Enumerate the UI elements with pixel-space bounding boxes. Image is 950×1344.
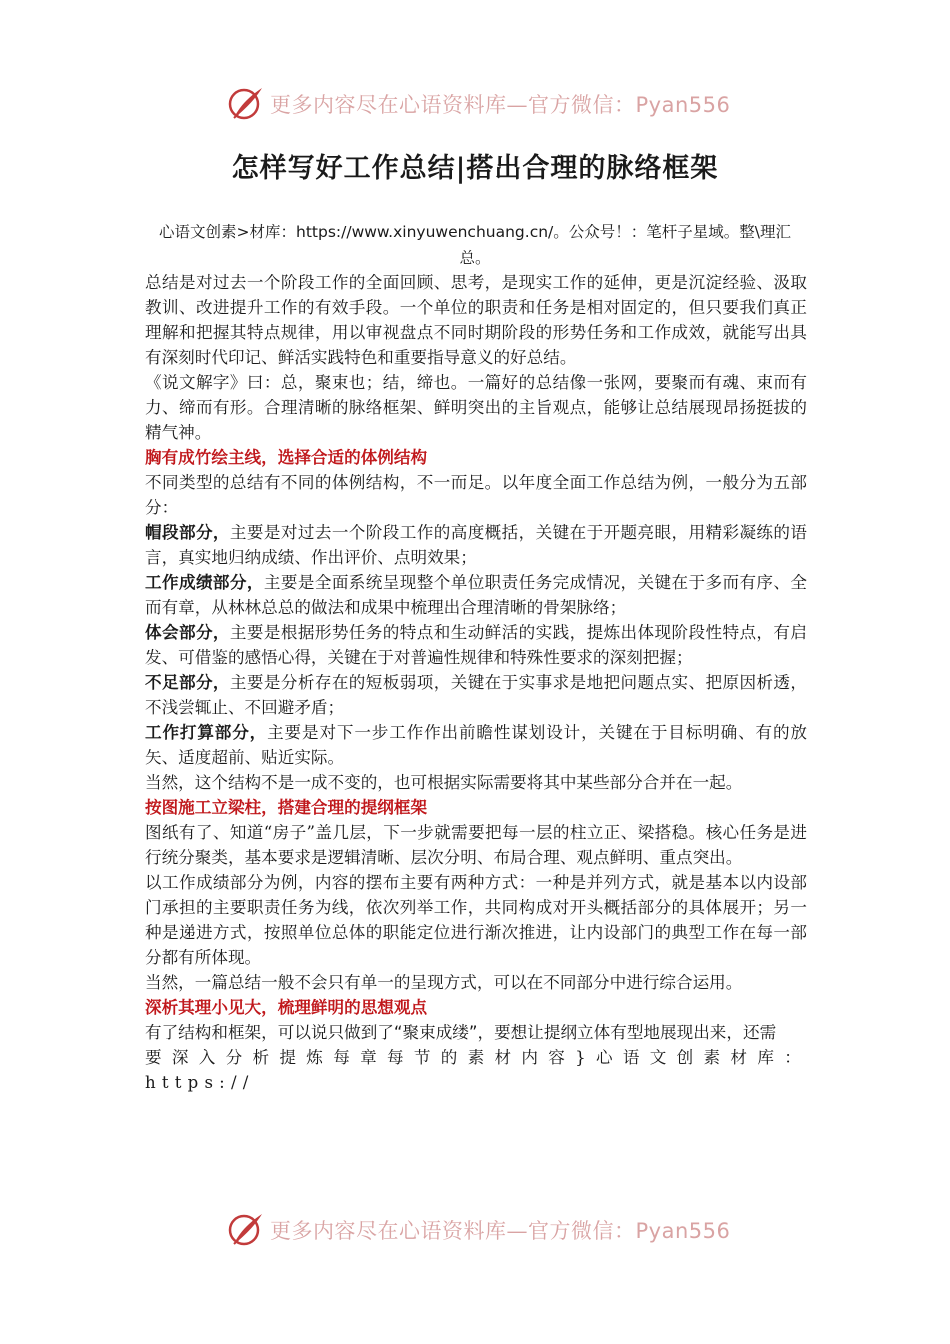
paragraph: 当然，一篇总结一般不会只有单一的呈现方式，可以在不同部分中进行综合运用。 [145,973,743,992]
quill-logo-icon [226,84,266,124]
section-heading: 深析其理小见大，梳理鲜明的思想观点 [145,998,428,1017]
header-banner [226,84,731,124]
paragraph: 体会部分，主要是根据形势任务的特点和生动鲜活的实践，提炼出体现阶段性特点，有启发、可借鉴的感悟心得，关键在于对普遍性规律和特殊性要求的深刻把握； [145,623,807,667]
paragraph: 图纸有了、知道“房子”盖几层，下一步就需要把每一层的柱立正、梁搭稳。核心任务是进行统分聚类，基本要求是逻辑清晰、层次分明、布局合理、观点鲜明、重点突出。 [145,823,807,867]
paragraph: 《说文解字》曰：总，聚束也；结，缔也。一篇好的总结像一张网，要聚而有魂、束而有力、缔而有形。合理清晰的脉络框架、鲜明突出的主旨观点，能够让总结展现昂扬挺拔的精气神。 [145,373,807,442]
quill-logo-icon [226,1210,266,1250]
paragraph: 工作成绩部分，主要是全面系统呈现整个单位职责任务完成情况，关键在于多而有序、全而有章，从林林总总的做法和成果中梳理出合理清晰的骨架脉络； [145,573,807,617]
article-body [145,270,807,1095]
footer-banner [226,1210,731,1250]
source-line: 心语文创素>材库：https://www.xinyuwenchuang.cn/。公众号！：笔杆子星域。整\理汇总。 [159,223,791,267]
paragraph: 不足部分，主要是分析存在的短板弱项，关键在于实事求是地把问题点实、把原因析透，不浅尝辄止、不回避矛盾； [145,673,807,717]
paragraph: 总结是对过去一个阶段工作的全面回顾、思考，是现实工作的延伸，更是沉淀经验、汲取教训、改进提升工作的有效手段。一个单位的职责和任务是相对固定的，但只要我们真正理解和把握其特点规律，用以审视盘点不同时期阶段的形势任务和工作成效，就能写出具有深刻时代印记、鲜活实践特色和重要指导意义的好总结。 [145,273,807,367]
paragraph: 以工作成绩部分为例，内容的摆布主要有两种方式：一种是并列方式，就是基本以内设部门承担的主要职责任务为线，依次列举工作，共同构成对开头概括部分的具体展开；另一种是递进方式，按照单位总体的职能定位进行渐次推进，让内设部门的典型工作在每一部分都有所体现。 [145,873,807,967]
banner-text: 更多内容尽在心语资料库—官方微信：Pyan556 [270,93,731,117]
section-heading: 按图施工立梁柱，搭建合理的提纲框架 [145,798,428,817]
paragraph: 不同类型的总结有不同的体例结构，不一而足。以年度全面工作总结为例，一般分为五部分： [145,473,807,517]
paragraph: 帽段部分，主要是对过去一个阶段工作的高度概括，关键在于开题亮眼，用精彩凝练的语言，真实地归纳成绩、作出评价、点明效果； [145,523,807,567]
paragraph: 当然，这个结构不是一成不变的，也可根据实际需要将其中某些部分合并在一起。 [145,773,743,792]
paragraph: 有了结构和框架，可以说只做到了“聚束成缕”，要想让提纲立体有型地展现出来，还需 [145,1023,777,1042]
banner-text: 更多内容尽在心语资料库—官方微信：Pyan556 [270,1219,731,1243]
section-heading: 胸有成竹绘主线，选择合适的体例结构 [145,448,428,467]
paragraph: 工作打算部分，主要是对下一步工作作出前瞻性谋划设计，关键在于目标明确、有的放矢、适度超前、贴近实际。 [145,723,808,767]
page-title: 怎样写好工作总结|搭出合理的脉络框架 [231,153,719,184]
paragraph: 要深入分析提炼每章每节的素材内容}心语文创素材库：https:// [145,1048,807,1092]
